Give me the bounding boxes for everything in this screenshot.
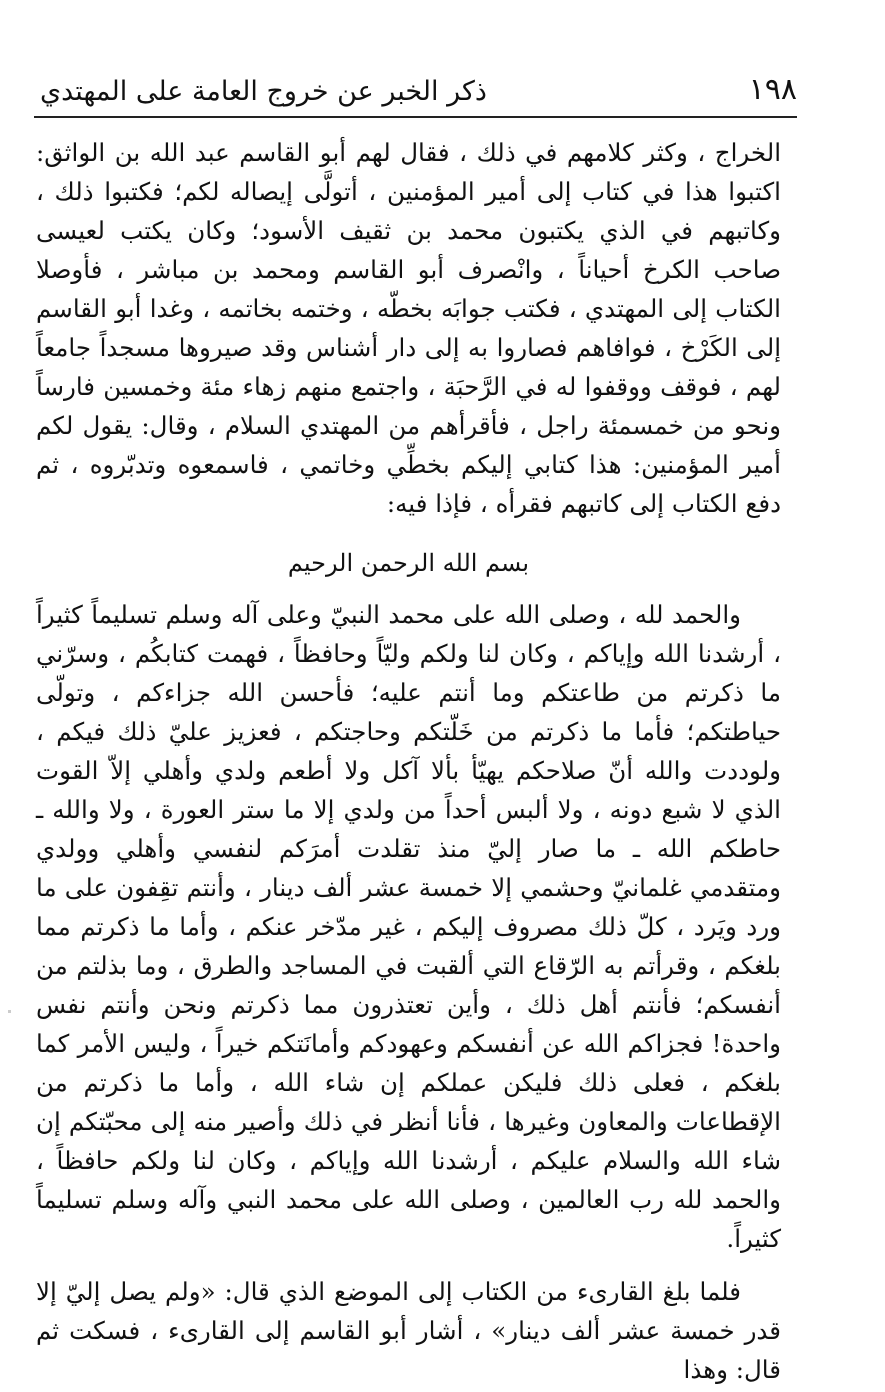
paragraph-2: والحمد لله ، وصلى الله على محمد النبيّ وعلى آله وسلم تسليماً كثيراً ، أرشدنا الله وإياكم ، وكان لنا ولكم وليّاً وحافظاً ، فهمت كتابكُم ، وسرّني ما ذكرتم من طاعتكم وما أنتم عليه؛ فأحسن الله جزاءكم ، وتولّى حياطتكم؛ فأما ما ذكرتم من خَلّتكم وحاجتكم ، فعزيز عليّ ذلك فيكم ، ولوددت والله أنّ صلاحكم يهيّأ بألا آكل ولا أطعم ولدي وأهلي إلاّ القوت الذي لا شبع دونه ، ولا ألبس أحداً من ولدي إلا ما ستر العورة ، ولا والله ـ حاطكم الله ـ ما صار إليّ منذ تقلدت أمرَكم لنفسي وأهلي وولدي ومتقدمي غلمانيّ وحشمي إلا خمسة عشر ألف دينار ، وأنتم تقِفون على ما ورد ويَرد ، كلّ ذلك مصروف إليكم ، غير مدّخر عنكم ، وأما ما ذكرتم مما بلغكم ، وقرأتم به الرّقاع التي ألقبت في المساجد والطرق ، وما بذلتم من أنفسكم؛ فأنتم أهل ذلك ، وأين تعتذرون مما ذكرتم ونحن وأنتم نفس واحدة! فجزاكم الله عن أنفسكم وعهودكم وأمانَتكم خيراً ، وليس الأمر كما بلغكم ، فعلى ذلك فليكن عملكم إن شاء الله ، وأما ما ذكرتم من الإقطاعات والمعاون وغيرها ، فأنا أنظر في ذلك وأصير منه إلى محبّتكم إن شاء الله والسلام عليكم ، أرشدنا الله وإياكم ، وكان لنا ولكم حافظاً ، والحمد لله رب العالمين ، وصلى الله على محمد النبي وآله وسلم تسليماً كثيراً. [36, 600, 781, 1253]
page-number: ١٩٨ [748, 72, 797, 107]
header-rule [34, 116, 797, 118]
margin-speck [8, 1010, 11, 1013]
body-text [36, 133, 781, 1389]
paragraph-1: الخراج ، وكثر كلامهم في ذلك ، فقال لهم أبو القاسم عبد الله بن الواثق: اكتبوا هذا في كتاب إلى أمير المؤمنين ، أتولَّى إيصاله لكم؛ فكتبوا ذلك ، وكاتبهم في الذي يكتبون محمد بن ثقيف الأسود؛ وكان يكتب لعيسى صاحب الكرخ أحياناً ، وانْصرف أبو القاسم ومحمد بن مباشر ، فأوصلا الكتاب إلى المهتدي ، فكتب جوابَه بخطّه ، وختمه بخاتمه ، وغدا أبو القاسم إلى الكَرْخ ، فوافاهم فصاروا به إلى دار أشناس وقد صيروها مسجداً جامعاً لهم ، فوقف ووقفوا له في الرَّحبَة ، واجتمع منهم زهاء مئة وخمسين فارساً ونحو من خمسمئة راجل ، فأقرأهم من المهتدي السلام ، وقال: يقول لكم أمير المؤمنين: هذا كتابي إليكم بخطِّي وخاتمي ، فاسمعوه وتدبّروه ، ثم دفع الكتاب إلى كاتبهم فقرأه ، فإذا فيه: [36, 138, 781, 518]
basmala-heading: بسم الله الرحمن الرحيم [287, 549, 530, 577]
running-title: ذكر الخبر عن خروج العامة على المهتدي [40, 76, 487, 107]
paragraph-3: فلما بلغ القارىء من الكتاب إلى الموضع الذي قال: «ولم يصل إليّ إلا قدر خمسة عشر ألف دينار» ، أشار أبو القاسم إلى القارىء ، فسكت ثم قال: وهذا [36, 1277, 781, 1384]
page-header [0, 60, 885, 120]
